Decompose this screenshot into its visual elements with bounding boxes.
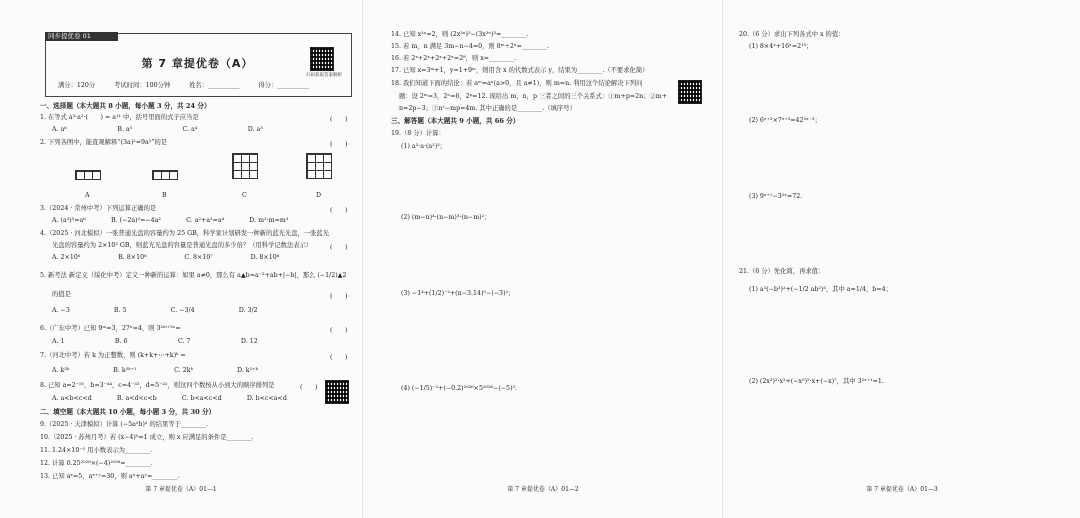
section-2-heading: 二、填空题（本大题共 10 小题，每小题 3 分，共 30 分） xyxy=(40,408,216,416)
q18-line1: 18. 我们知道下面的结论：若 aᵐ=aⁿ(a>0，且 a≠1)，则 m=n. 利用这个结论解决下列问 xyxy=(391,80,643,87)
q7-options: A. k²ᵏ B. k²ᵏ⁺¹ C. 2kᵏ D. k²⁺ᵏ xyxy=(52,367,258,374)
q14: 14. 已知 x²ⁿ=2，则 (2x³ⁿ)²−(3x²ⁿ)³=________. xyxy=(391,31,529,38)
q8: 8. 已知 a=2⁻⁵⁵，b=3⁻⁴⁴，c=4⁻³³，d=5⁻²²，则这四个数按从小到大的顺序排列是 xyxy=(40,382,275,389)
q1: 1. 在等式 a³·a²·( ) = a¹¹ 中，括号里面的式子应当是 xyxy=(40,114,199,121)
q19-1: (1) a³·a·(a²)³； xyxy=(401,143,446,150)
answer-paren: ( ) xyxy=(330,244,348,251)
q10: 10.（2025 · 苏州月考）若 (x−4)⁰=1 成立，则 x 应满足的条件是________. xyxy=(40,434,254,441)
q3-options: A. (a³)³=a⁶ B. (−2a)²=−4a² C. a²+a²=a⁴ D. m²·m=m³ xyxy=(52,217,289,224)
page-footer: 第 7 章提优卷（A）01—2 xyxy=(507,486,579,493)
q11: 11. 1.24×10⁻⁵ 用小数表示为________. xyxy=(40,447,153,454)
page-3 xyxy=(722,0,1080,518)
section-1-heading: 一、选择题（本大题共 8 小题，每小题 3 分，共 24 分） xyxy=(40,102,211,110)
q12: 12. 计算 0.25²⁰²⁶×(−4)²⁰²⁶=________. xyxy=(40,460,153,467)
figure-b-label: B xyxy=(162,192,167,199)
q20-3: (3) 9ˣ⁺¹−3²ˣ=72. xyxy=(749,193,803,200)
q19-2: (2) (m−n)⁴·(n−m)³·(n−m)²； xyxy=(401,214,491,221)
series-tag: 同步提优卷 01 xyxy=(45,32,118,41)
page-1 xyxy=(0,0,362,518)
qr-code-icon xyxy=(325,380,349,404)
figure-d-label: D xyxy=(316,192,322,199)
answer-paren: ( ) xyxy=(330,354,348,361)
page-footer: 第 7 章提优卷（A）01—1 xyxy=(145,486,217,493)
q2: 2. 下列各图中，能直观解释“(3a)²=9a²”的是 xyxy=(40,139,168,146)
q13: 13. 已知 aˣ=5，aˣ⁺ʸ=30，则 aˣ+aʸ=________. xyxy=(40,473,180,480)
answer-paren: ( ) xyxy=(330,207,348,214)
q18-line3: n=2p−3；③n²−mp=4m. 其中正确的是________.（填序号） xyxy=(399,105,576,112)
q4-options: A. 2×10⁶ B. 8×10⁶ C. 8×10⁷ D. 8×10⁸ xyxy=(52,254,280,261)
q6: 6.（广东中考）已知 9ᵐ=3，27ⁿ=4，则 3²ᵐ⁺³ⁿ= xyxy=(40,325,181,332)
q21-1: (1) a³(−b³)²+(−1/2 ab²)³，其中 a=1/4，b=4； xyxy=(749,286,892,293)
answer-paren: ( ) xyxy=(300,384,318,391)
q8-options: A. a<b<c<d B. a<d<c<b C. b<a<c<d D. b<c<a<d xyxy=(52,395,287,402)
q7: 7.（河北中考）若 k 为正整数，则 (k+k+⋯+k)ᵏ = xyxy=(40,352,186,359)
q15: 15. 若 m，n 满足 3m−n−4=0，则 8ᵐ÷2ⁿ=________. xyxy=(391,43,550,50)
figure-c-label: C xyxy=(242,192,247,199)
figure-b xyxy=(152,170,178,180)
page-footer: 第 7 章提优卷（A）01—3 xyxy=(866,486,938,493)
q16: 16. 若 2ˣ+2ˣ+2ˣ+2ˣ=2⁸，则 x=________. xyxy=(391,55,517,62)
q17: 17. 已知 x=3ᵐ+1，y=1+9ᵐ，则用含 x 的代数式表示 y，结果为________.（不要求化简） xyxy=(391,67,649,74)
q19: 19.（8 分）计算： xyxy=(391,130,445,137)
q1-options: A. a⁶ B. a⁵ C. a⁴ D. a³ xyxy=(52,126,263,133)
q20: 20.（6 分）求出下列各式中 x 的值： xyxy=(739,31,845,38)
q19-4: (4) (−1/5)⁻²+(−0.2)²⁰²⁶×5²⁰²⁶−(−5)³. xyxy=(401,385,518,392)
q9: 9.（2025 · 天津模拟）计算 (−5a²b)² 的结果等于________. xyxy=(40,421,209,428)
exam-info: 满分：120分 考试时间：100分钟 姓名：__________ 得分：__________ xyxy=(58,82,309,89)
q21: 21.（6 分）先化简，再求值： xyxy=(739,268,825,275)
q5-line2: 的值是 xyxy=(52,291,71,298)
q5-line1: 5. 新考法 新定义（绥化中考）定义一种新的运算：如果 a≠0，那么有 a▲b=a⁻²+ab+|−b|，那么 (−1/2)▲2 xyxy=(40,272,347,279)
figure-a xyxy=(75,170,101,180)
figure-c xyxy=(232,153,258,179)
q19-3: (3) −1⁴+(1/2)⁻²+(π−3.14)⁰−(−3)²； xyxy=(401,290,515,297)
qr-code-icon xyxy=(678,80,702,104)
q6-options: A. 1 B. 6 C. 7 D. 12 xyxy=(52,338,258,345)
q5-options: A. −3 B. 5 C. −3/4 D. 3/2 xyxy=(52,307,258,314)
qr-label: 扫码获取答案解析 xyxy=(306,73,342,78)
figure-d xyxy=(306,153,332,179)
qr-code-icon xyxy=(310,47,334,71)
q4-line1: 4.（2025 · 河北模拟）一张普通光盘的容量约为 25 GB，科学家计划研发一种新的蓝光光盘，一张蓝光 xyxy=(40,230,329,237)
q20-1: (1) 8×4ˣ+16ˣ=2¹⁵； xyxy=(749,43,813,50)
answer-paren: ( ) xyxy=(330,327,348,334)
q4-line2: 光盘的容量约为 2×10² GB，则蓝光光盘的容量是普通光盘的多少倍？（用科学记数法表示） xyxy=(52,242,313,249)
answer-paren: ( ) xyxy=(330,116,348,123)
answer-paren: ( ) xyxy=(330,141,348,148)
page-title: 第 7 章提优卷（A） xyxy=(141,57,254,70)
q3: 3.（2024 · 常州中考）下列运算正确的是 xyxy=(40,205,157,212)
figure-a-label: A xyxy=(85,192,90,199)
q20-2: (2) 6ˣ⁺³×7ˣ⁺³=42²ˣ⁻³； xyxy=(749,117,821,124)
q21-2: (2) (2x³)²·x²+(−x⁵)²·x+(−x)⁷，其中 3²ˣ⁺¹=1. xyxy=(749,378,884,385)
answer-paren: ( ) xyxy=(330,293,348,300)
section-3-heading: 三、解答题（本大题共 9 小题，共 66 分） xyxy=(391,117,520,125)
page-2 xyxy=(362,0,723,518)
q18-line2: 题：设 2ᵐ=3，2ⁿ=6，2ᵖ=12. 现给出 m，n，p 三者之间的三个关系式：①m+p=2n；②m+ xyxy=(399,93,668,100)
